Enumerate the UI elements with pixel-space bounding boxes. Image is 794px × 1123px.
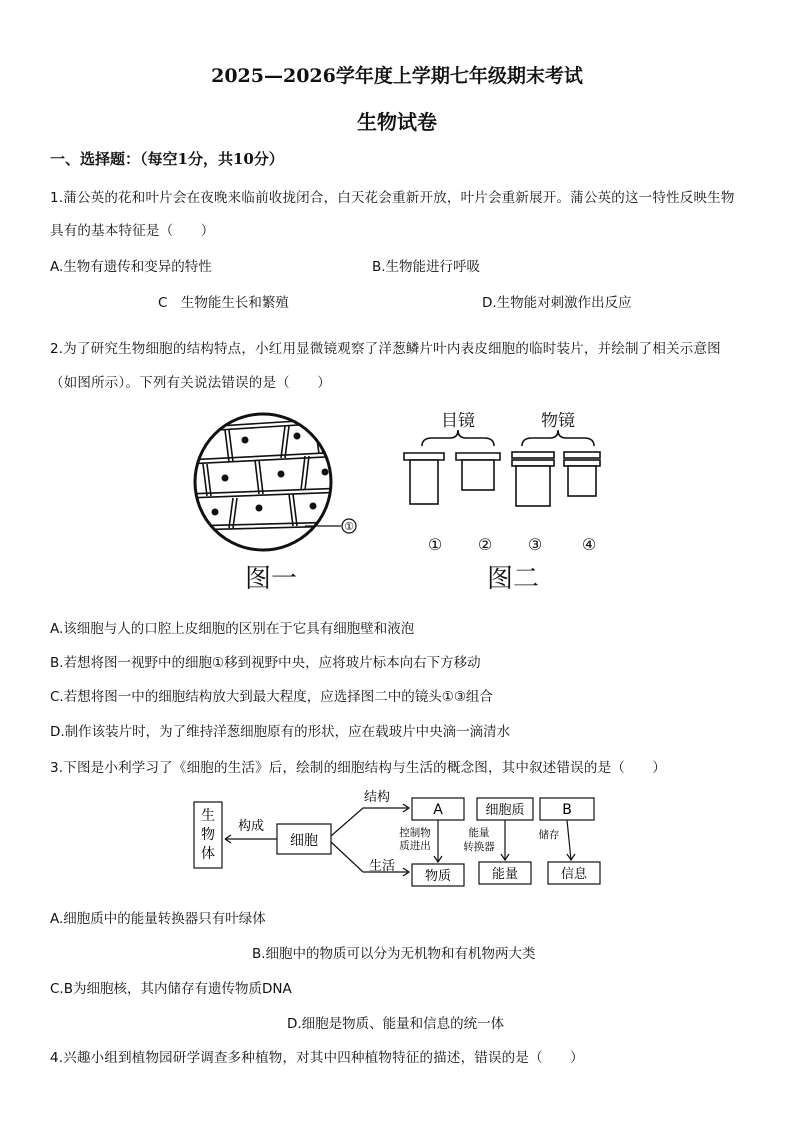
q4-stem-line1: 4.兴趣小组到植物园研学调查多种植物，对其中四种植物特征的描述，错误的是（ ） bbox=[50, 1050, 584, 1066]
concept-map bbox=[185, 784, 605, 894]
energy-node: 能量 bbox=[491, 867, 519, 882]
q1-stem-line2: 具有的基本特征是（ ） bbox=[50, 223, 215, 239]
q3-stem-line1: 3.下图是小利学习了《细胞的生活》后，绘制的细胞结构与生活的概念图，其中叙述错误的是（ ） bbox=[50, 760, 667, 776]
q3-option-b: B.细胞中的物质可以分为无机物和有机物两大类 bbox=[252, 946, 536, 962]
matter-node: 物质 bbox=[424, 869, 452, 884]
objective-label: 物镜 bbox=[541, 412, 575, 431]
q1-option-d: D.生物能对刺激作出反应 bbox=[482, 295, 632, 311]
info-node: 信息 bbox=[560, 867, 588, 882]
q1-option-a: A.生物有遗传和变异的特性 bbox=[50, 259, 212, 275]
figure-two-lenses bbox=[398, 412, 618, 560]
figure-one-caption: 图一 bbox=[245, 564, 298, 594]
energy-converter-label-2: 转换器 bbox=[463, 841, 495, 853]
q2-stem-line1: 2.为了研究生物细胞的结构特点，小红用显微镜观察了洋葱鳞片叶内表皮细胞的临时装片，并绘制了相关示意图 bbox=[50, 341, 721, 357]
organism-char-1: 生 bbox=[201, 808, 215, 824]
structure-label: 结构 bbox=[363, 790, 391, 805]
q3-option-c: C.B为细胞核，其内储存有遗传物质DNA bbox=[50, 981, 292, 997]
q2-option-a: A.该细胞与人的口腔上皮细胞的区别在于它具有细胞壁和液泡 bbox=[50, 621, 415, 637]
section-heading: 一、选择题：（每空1分，共10分） bbox=[50, 150, 284, 168]
q2-option-c: C.若想将图一中的细胞结构放大到最大程度，应选择图二中的镜头①③组合 bbox=[50, 689, 493, 705]
control-label-2: 质进出 bbox=[399, 840, 431, 852]
q2-stem-line2: （如图所示）。下列有关说法错误的是（ ） bbox=[50, 375, 331, 391]
control-label-1: 控制物 bbox=[399, 827, 431, 839]
q2-option-b: B.若想将图一视野中的细胞①移到视野中央，应将玻片标本向右下方移动 bbox=[50, 655, 481, 671]
exam-title: 2025—2026学年度上学期七年级期末考试 bbox=[211, 65, 583, 87]
figure-one-marker: ① bbox=[344, 520, 354, 533]
lens-label-1: ① bbox=[427, 535, 443, 554]
life-label: 生活 bbox=[368, 859, 396, 874]
figure-two-caption: 图二 bbox=[487, 564, 540, 594]
cytoplasm-node: 细胞质 bbox=[485, 803, 525, 818]
exam-subtitle: 生物试卷 bbox=[357, 110, 437, 134]
lens-label-4: ④ bbox=[581, 535, 597, 554]
organism-char-3: 体 bbox=[201, 846, 215, 862]
compose-label: 构成 bbox=[237, 819, 265, 834]
q3-option-a: A.细胞质中的能量转换器只有叶绿体 bbox=[50, 911, 266, 927]
q3-option-d: D.细胞是物质、能量和信息的统一体 bbox=[287, 1016, 505, 1032]
q1-stem-line1: 1.蒲公英的花和叶片会在夜晚来临前收拢闭合，白天花会重新开放，叶片会重新展开。蒲公英的这一特性反映生物 bbox=[50, 190, 735, 206]
figure-one-cells bbox=[185, 408, 365, 556]
organism-char-2: 物 bbox=[201, 827, 215, 843]
store-label: 储存 bbox=[538, 829, 560, 841]
energy-converter-label-1: 能量 bbox=[468, 827, 490, 839]
q1-option-b: B.生物能进行呼吸 bbox=[372, 259, 481, 275]
q2-option-d: D.制作该装片时，为了维持洋葱细胞原有的形状，应在载玻片中央滴一滴清水 bbox=[50, 724, 511, 740]
lens-label-2: ② bbox=[477, 535, 493, 554]
cell-node: 细胞 bbox=[290, 833, 318, 849]
node-a: A bbox=[433, 802, 443, 818]
q1-option-c: C 生物能生长和繁殖 bbox=[158, 295, 289, 311]
node-b: B bbox=[562, 802, 572, 818]
lens-label-3: ③ bbox=[527, 535, 543, 554]
eyepiece-label: 目镜 bbox=[441, 412, 475, 431]
